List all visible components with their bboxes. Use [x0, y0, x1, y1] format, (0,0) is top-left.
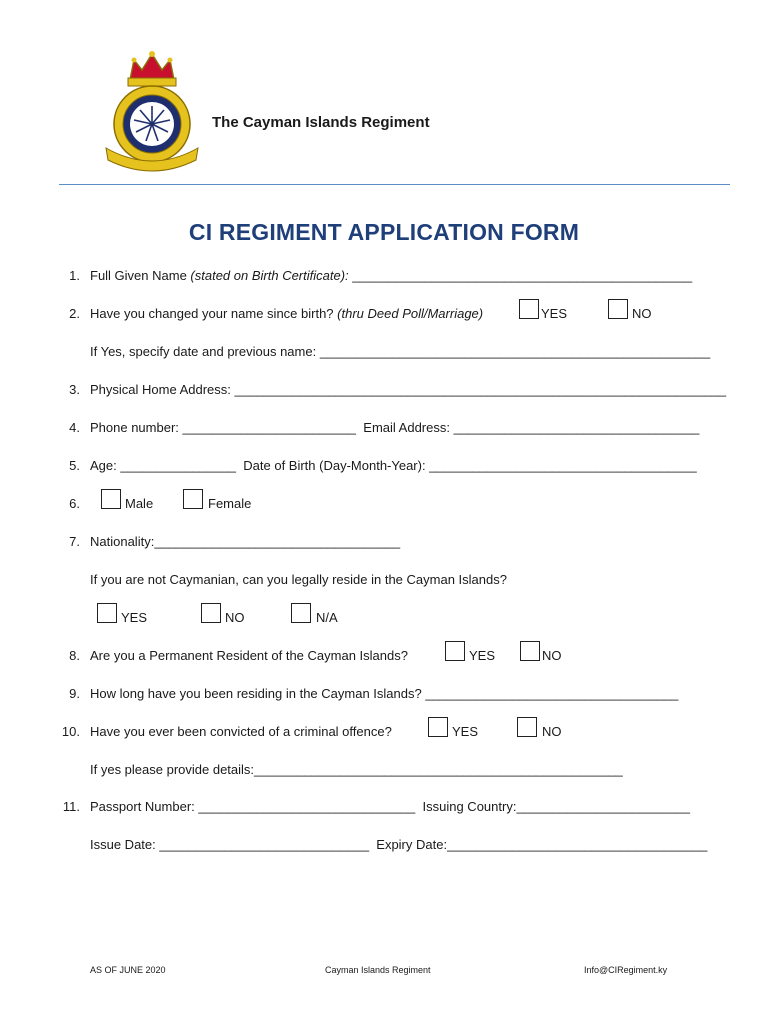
question-number: 11. — [62, 799, 80, 814]
question-phone-email: Phone number: ________________________ Email Address: __________________________________ — [90, 420, 700, 435]
legal-residence-yes-checkbox[interactable] — [97, 603, 117, 623]
nationality-field[interactable]: __________________________________ — [154, 534, 401, 549]
question-legal-residence: If you are not Caymanian, can you legally reside in the Cayman Islands? — [90, 572, 507, 587]
phone-field[interactable]: ________________________ — [182, 420, 357, 435]
footer-organization: Cayman Islands Regiment — [325, 965, 431, 975]
female-checkbox[interactable] — [183, 489, 203, 509]
checkbox-label: NO — [542, 724, 562, 739]
question-number: 10. — [61, 724, 80, 739]
male-checkbox[interactable] — [101, 489, 121, 509]
form-title: CI REGIMENT APPLICATION FORM — [188, 219, 580, 245]
question-number: 7. — [69, 534, 80, 549]
checkbox-label: Female — [208, 496, 252, 511]
question-number: 2. — [69, 306, 80, 321]
header-divider — [59, 184, 730, 185]
question-number: 6. — [69, 496, 80, 511]
crown-icon — [128, 51, 176, 86]
question-previous-name: If Yes, specify date and previous name: ______________________________________________________ — [90, 344, 711, 359]
footer-email: Info@CIRegiment.ky — [584, 965, 668, 975]
checkbox-label: Male — [125, 496, 154, 511]
checkbox-label: YES — [121, 610, 148, 625]
question-name-changed: Have you changed your name since birth? (thru Deed Poll/Marriage) — [90, 306, 484, 321]
footer-date: AS OF JUNE 2020 — [90, 965, 166, 975]
question-full-name: Full Given Name (stated on Birth Certificate): _______________________________________________ — [90, 268, 693, 283]
question-number: 1. — [69, 268, 80, 283]
checkbox-label: NO — [225, 610, 245, 625]
passport-number-field[interactable]: ______________________________ — [198, 799, 416, 814]
legal-residence-na-checkbox[interactable] — [291, 603, 311, 623]
criminal-offence-yes-checkbox[interactable] — [428, 717, 448, 737]
criminal-offence-no-checkbox[interactable] — [517, 717, 537, 737]
dob-field[interactable]: _____________________________________ — [429, 458, 697, 473]
checkbox-label: NO — [542, 648, 562, 663]
age-field[interactable]: ________________ — [120, 458, 237, 473]
question-number: 5. — [69, 458, 80, 473]
email-field[interactable]: __________________________________ — [453, 420, 700, 435]
regiment-crest-logo — [100, 48, 204, 172]
issuing-country-field[interactable]: ________________________ — [516, 799, 690, 814]
permanent-resident-no-checkbox[interactable] — [520, 641, 540, 661]
residing-duration-field[interactable]: ___________________________________ — [425, 686, 679, 701]
name-changed-yes-checkbox[interactable] — [519, 299, 539, 319]
offence-details-field[interactable]: ___________________________________________________ — [254, 762, 623, 777]
question-number: 3. — [69, 382, 80, 397]
home-address-field[interactable]: ____________________________________________________________________ — [234, 382, 727, 397]
previous-name-field[interactable]: ______________________________________________________ — [319, 344, 711, 359]
legal-residence-no-checkbox[interactable] — [201, 603, 221, 623]
checkbox-label: N/A — [316, 610, 338, 625]
question-number: 8. — [69, 648, 80, 663]
name-changed-no-checkbox[interactable] — [608, 299, 628, 319]
question-permanent-resident: Are you a Permanent Resident of the Cayman Islands? — [90, 648, 408, 663]
question-criminal-offence: Have you ever been convicted of a criminal offence? — [90, 724, 392, 739]
question-nationality: Nationality:__________________________________ — [90, 534, 401, 549]
question-passport: Passport Number: ______________________________ Issuing Country:________________________ — [90, 799, 690, 814]
question-offence-details: If yes please provide details:___________________________________________________ — [90, 762, 623, 777]
question-number: 4. — [69, 420, 80, 435]
permanent-resident-yes-checkbox[interactable] — [445, 641, 465, 661]
question-home-address: Physical Home Address: ____________________________________________________________________ — [90, 382, 727, 397]
checkbox-label: NO — [632, 306, 652, 321]
question-passport-dates: Issue Date: _____________________________ Expiry Date:____________________________________ — [90, 837, 708, 852]
checkbox-label: YES — [452, 724, 479, 739]
question-residing-duration: How long have you been residing in the Cayman Islands? ___________________________________ — [90, 686, 679, 701]
checkbox-label: YES — [541, 306, 568, 321]
crest-icon — [100, 48, 204, 172]
question-age-dob: Age: ________________ Date of Birth (Day-Month-Year): _____________________________________ — [90, 458, 697, 473]
checkbox-label: YES — [469, 648, 496, 663]
expiry-date-field[interactable]: ____________________________________ — [447, 837, 708, 852]
full-name-field[interactable]: _______________________________________________ — [348, 268, 693, 283]
organization-name: The Cayman Islands Regiment — [212, 114, 430, 131]
question-number: 9. — [69, 686, 80, 701]
issue-date-field[interactable]: _____________________________ — [159, 837, 370, 852]
